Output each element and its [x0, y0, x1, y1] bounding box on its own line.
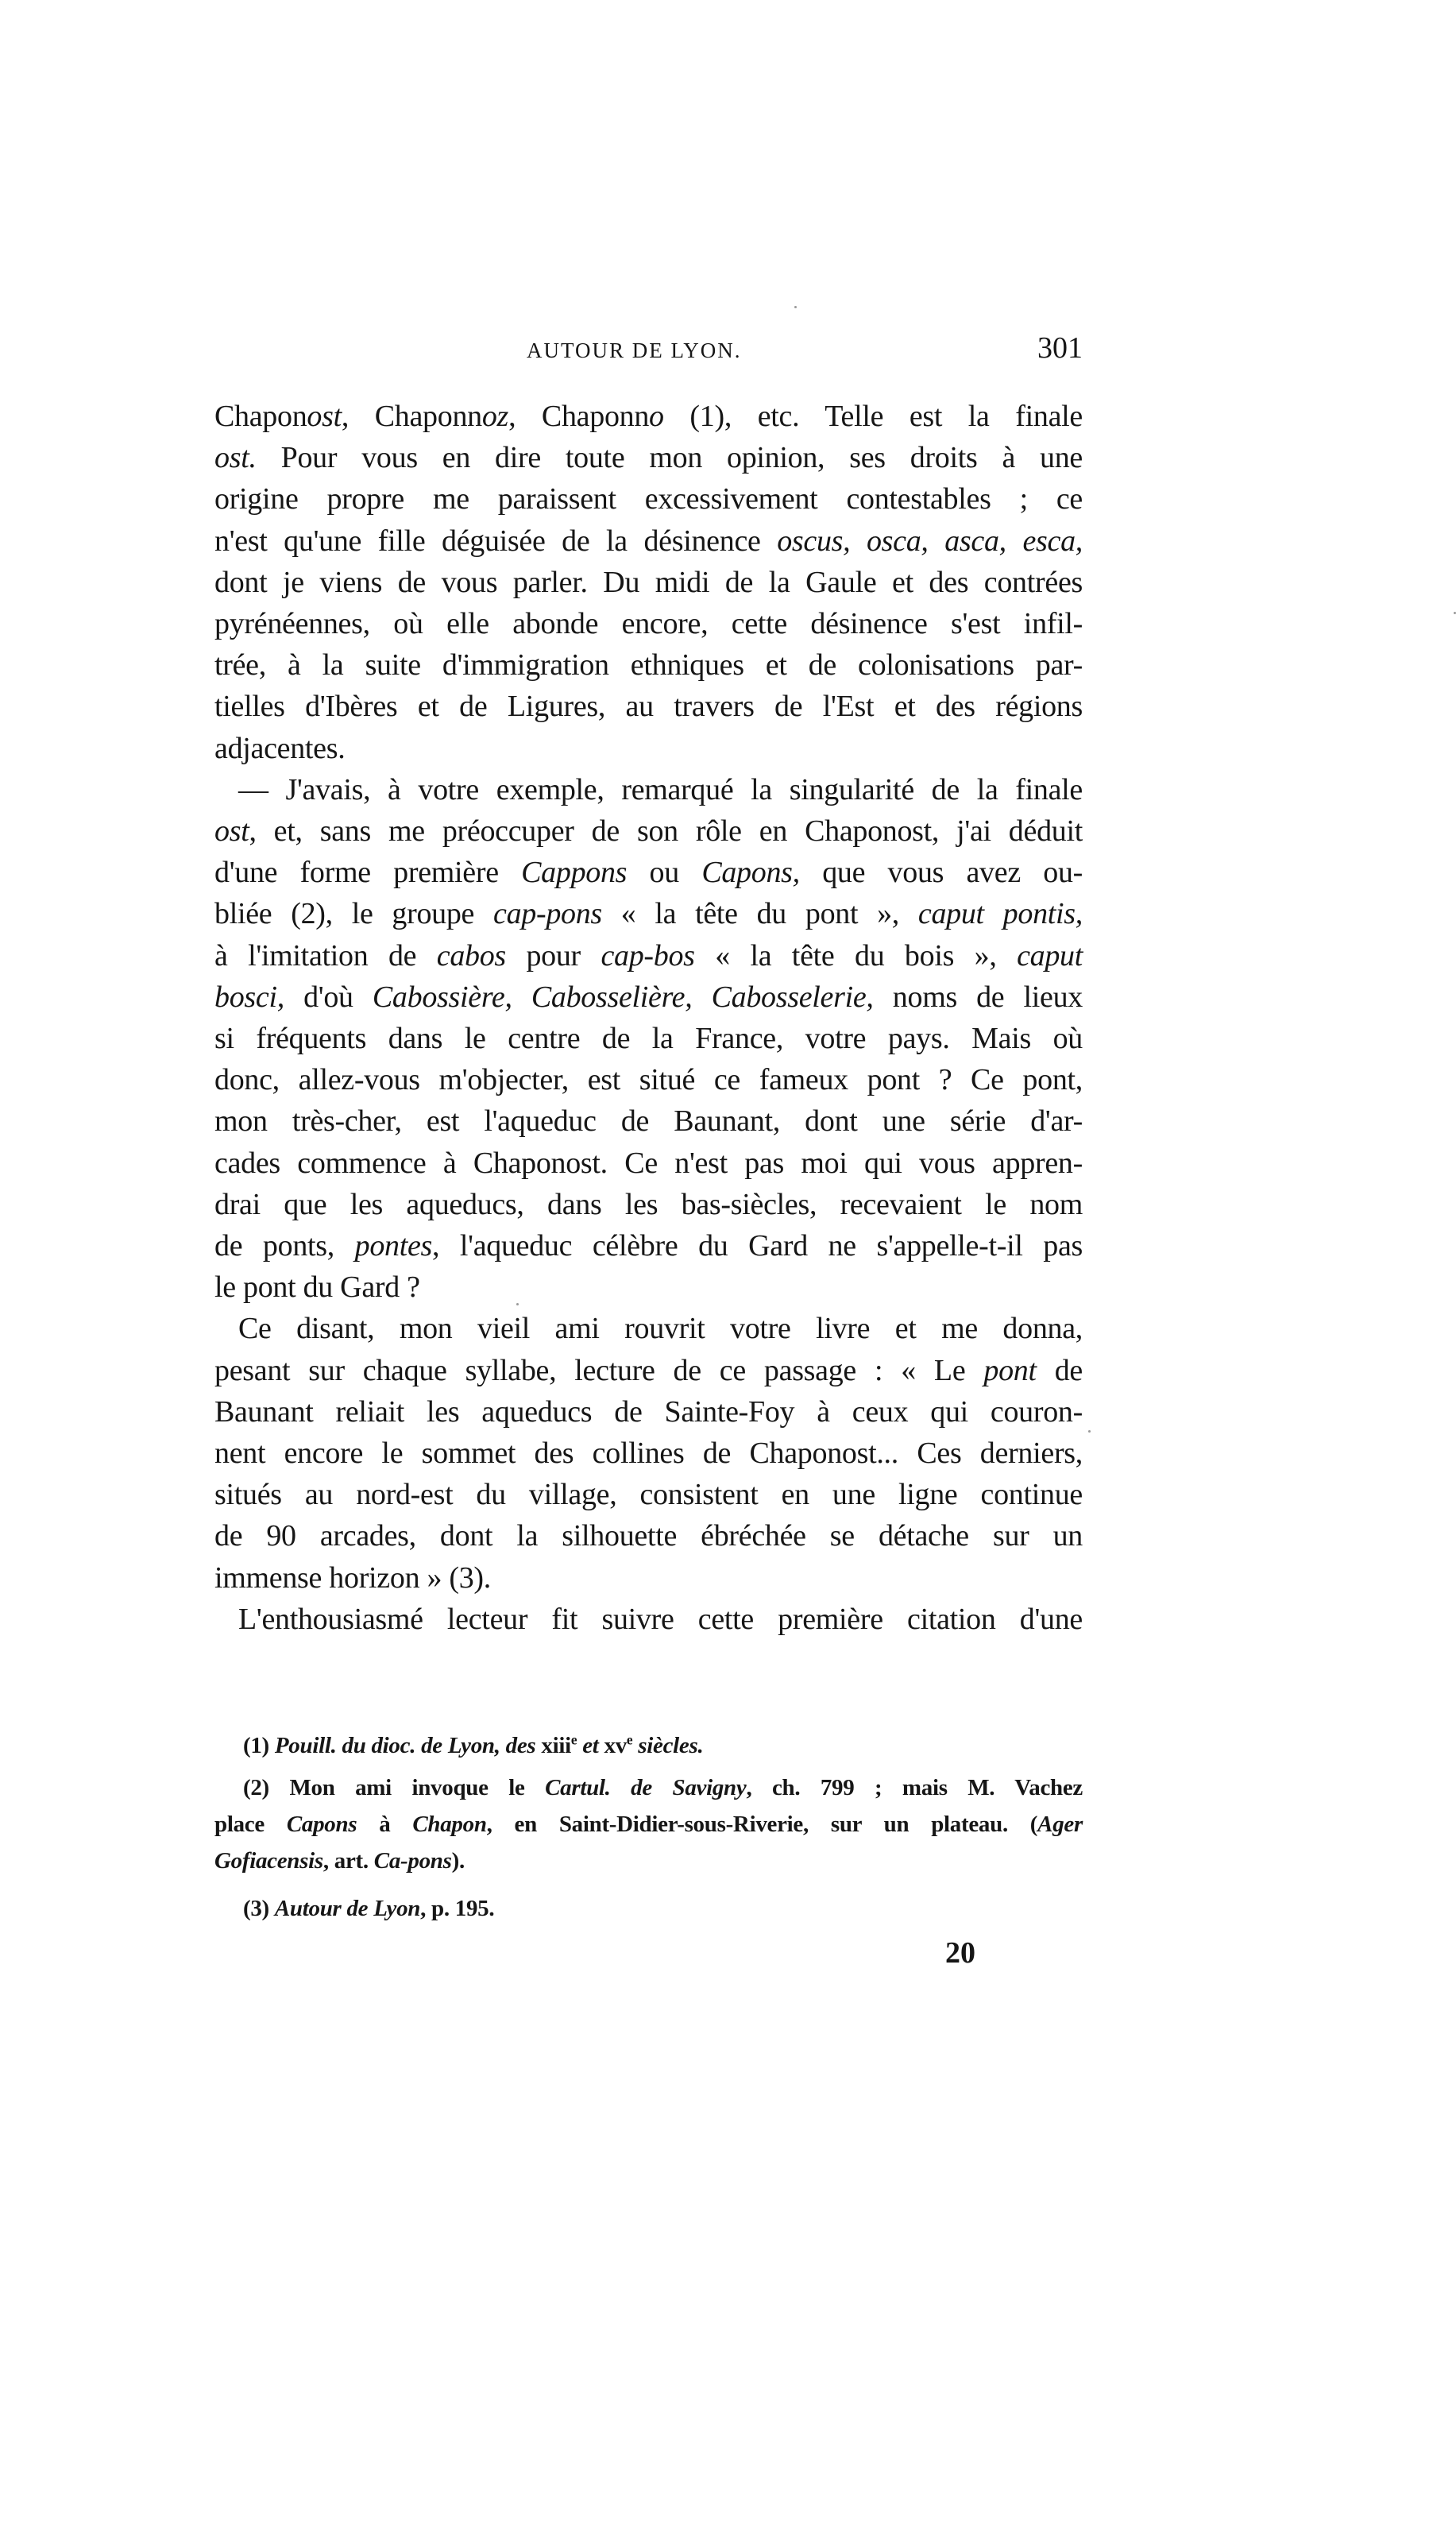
text-span: , ch. 799 ; mais M. Vachez	[746, 1775, 1083, 1800]
text-span: L'enthousiasmé lecteur fit suivre cette première citation d'une	[238, 1602, 1083, 1636]
text-span: « la tête du bois »,	[694, 938, 1018, 973]
footnote	[214, 1890, 1083, 1927]
text-span: « la tête du pont »,	[601, 897, 918, 931]
italic-text: Ager	[1037, 1812, 1083, 1837]
scan-speck	[516, 1303, 519, 1305]
italic-text: o	[649, 400, 664, 433]
superscript: e	[570, 1731, 577, 1748]
page-number: 301	[1037, 331, 1083, 365]
text-span: ou	[627, 856, 702, 890]
italic-text: cabos	[436, 938, 506, 973]
text-span: tielles d'Ibères et de Ligures, au travers de l'Est et des régions	[214, 690, 1083, 724]
text-line	[214, 810, 1083, 852]
text-span: nent encore le sommet des collines de Chaponost... Ces derniers,	[214, 1437, 1083, 1471]
italic-text: ost.	[214, 441, 257, 475]
text-span: immense horizon » (3).	[214, 1560, 491, 1595]
text-span: ).	[451, 1848, 465, 1874]
italic-text: et	[577, 1733, 604, 1758]
text-line	[214, 1059, 1083, 1100]
text-line	[214, 1769, 1083, 1806]
italic-text: bosci,	[214, 980, 284, 1014]
text-line	[214, 396, 1083, 437]
text-span: , Chaponn	[508, 400, 650, 433]
text-span: Baunant reliait les aqueducs de Sainte-Foy à ceux qui couron-	[214, 1394, 1083, 1429]
italic-text: caput	[1017, 938, 1083, 973]
italic-text: pontes	[354, 1229, 433, 1263]
italic-text: caput pontis,	[917, 897, 1083, 931]
text-line	[214, 686, 1083, 727]
text-span: , et, sans me préoccuper de son rôle en Chaponost, j'ai déduit	[249, 814, 1083, 849]
text-span: , art.	[322, 1848, 374, 1874]
text-span: trée, à la suite d'immigration ethniques et de colonisations par-	[214, 648, 1083, 683]
text-span: , en Saint-Didier-sous-Riverie, sur un plateau. (	[486, 1812, 1038, 1837]
text-line	[214, 1143, 1083, 1184]
text-span: de ponts,	[214, 1229, 355, 1263]
italic-text: oscus, osca, asca, esca,	[777, 524, 1083, 558]
body-text	[214, 396, 1083, 1640]
text-line	[214, 1100, 1083, 1142]
text-line	[214, 1184, 1083, 1225]
text-line	[214, 1266, 1083, 1308]
italic-text: Gofiacensis	[214, 1848, 323, 1874]
text-span: de 90 arcades, dont la silhouette ébréchée se détache sur un	[214, 1519, 1083, 1553]
footnote	[214, 1769, 1083, 1879]
italic-text: cap-pons	[493, 897, 602, 931]
text-span: d'une forme première	[214, 856, 522, 890]
text-line	[214, 1806, 1083, 1843]
text-span: pour	[505, 938, 601, 973]
text-line	[214, 1350, 1083, 1391]
text-span: à l'imitation de	[214, 938, 437, 973]
text-line	[214, 1557, 1083, 1599]
text-line	[214, 1727, 1083, 1764]
footnotes	[214, 1727, 1083, 1932]
text-span: de	[1036, 1353, 1083, 1387]
text-span: , Chaponn	[341, 400, 482, 433]
text-span: (2) Mon ami invoque le	[243, 1775, 546, 1800]
text-line	[214, 520, 1083, 562]
footnote	[214, 1727, 1083, 1764]
text-line	[214, 1890, 1083, 1927]
superscript: e	[626, 1731, 633, 1748]
italic-text: Capons	[286, 1812, 357, 1837]
text-span: le pont du Gard ?	[214, 1270, 420, 1305]
text-line	[214, 976, 1083, 1018]
text-span: noms de lieux	[873, 980, 1083, 1014]
text-line	[214, 603, 1083, 644]
text-span: pyrénéennes, où elle abonde encore, cette désinence s'est infil-	[214, 607, 1083, 641]
text-line	[214, 1515, 1083, 1557]
text-line	[214, 437, 1083, 478]
italic-text: siècles.	[632, 1733, 704, 1758]
text-span: donc, allez-vous m'objecter, est situé ce fameux pont ? Ce pont,	[214, 1063, 1083, 1097]
text-span: cades commence à Chaponost. Ce n'est pas moi qui vous appren-	[214, 1146, 1083, 1180]
text-span: dont je viens de vous parler. Du midi de la Gaule et des contrées	[214, 565, 1083, 599]
text-line	[214, 769, 1083, 810]
italic-text: Pouill. du dioc. de Lyon, des	[274, 1733, 542, 1758]
running-header	[214, 331, 1083, 369]
scan-speck	[794, 306, 797, 308]
text-line	[214, 893, 1083, 934]
text-span: Chapon	[214, 400, 307, 433]
text-span: xiii	[541, 1733, 571, 1758]
text-span: place	[214, 1812, 287, 1837]
text-line	[214, 935, 1083, 976]
italic-text: Cabossière, Cabosselière, Cabosselerie,	[372, 980, 874, 1014]
italic-text: Autour de Lyon	[274, 1896, 421, 1921]
text-span: adjacentes.	[214, 731, 346, 765]
text-line	[214, 1433, 1083, 1474]
text-line	[214, 562, 1083, 603]
text-span: origine propre me paraissent excessivement contestables ; ce	[214, 482, 1083, 516]
italic-text: ost	[214, 814, 249, 849]
italic-text: pont	[983, 1353, 1037, 1387]
text-line	[214, 1391, 1083, 1433]
text-span: si fréquents dans le centre de la France, votre pays. Mais où	[214, 1022, 1083, 1056]
text-span: xv	[604, 1733, 627, 1758]
text-span: que vous avez ou-	[799, 856, 1083, 890]
text-line	[214, 644, 1083, 686]
text-span: d'où	[284, 980, 373, 1014]
text-line	[214, 1843, 1083, 1879]
italic-text: cap-bos	[601, 938, 695, 973]
italic-text: Cartul. de Savigny	[545, 1775, 747, 1800]
text-span: bliée (2), le groupe	[214, 897, 493, 931]
italic-text: Ca-pons	[373, 1848, 452, 1874]
text-span: drai que les aqueducs, dans les bas-siècles, recevaient le nom	[214, 1187, 1083, 1221]
text-line	[214, 1599, 1083, 1640]
text-span: (1)	[243, 1733, 275, 1758]
text-span: Pour vous en dire toute mon opinion, ses droits à une	[256, 441, 1083, 475]
text-span: à	[357, 1812, 413, 1837]
text-span: (1), etc. Telle est la finale	[663, 400, 1083, 433]
text-span: , l'aqueduc célèbre du Gard ne s'appelle-t-il pas	[432, 1229, 1083, 1263]
italic-text: ost	[307, 400, 342, 433]
italic-text: Capons,	[701, 856, 800, 890]
text-line	[214, 1225, 1083, 1266]
text-line	[214, 478, 1083, 520]
text-line	[214, 728, 1083, 769]
text-span: situés au nord-est du village, consistent en une ligne continue	[214, 1478, 1083, 1512]
italic-text: Chapon	[412, 1812, 487, 1837]
text-line	[214, 1308, 1083, 1349]
scan-speck	[1088, 1430, 1091, 1433]
text-span: n'est qu'une fille déguisée de la désinence	[214, 524, 778, 558]
text-span: , p. 195.	[420, 1896, 495, 1921]
text-span: (3)	[243, 1896, 275, 1921]
signature-mark: 20	[945, 1936, 975, 1970]
running-title: AUTOUR DE LYON.	[527, 338, 742, 362]
text-span: — J'avais, à votre exemple, remarqué la singularité de la finale	[238, 772, 1083, 806]
text-span: mon très-cher, est l'aqueduc de Baunant, dont une série d'ar-	[214, 1104, 1083, 1139]
text-line	[214, 1474, 1083, 1515]
text-span: pesant sur chaque syllabe, lecture de ce passage : « Le	[214, 1353, 984, 1387]
italic-text: Cappons	[521, 856, 628, 890]
text-line	[214, 1018, 1083, 1059]
italic-text: oz	[481, 400, 509, 433]
text-line	[214, 852, 1083, 893]
text-span: Ce disant, mon vieil ami rouvrit votre livre et me donna,	[238, 1312, 1083, 1346]
